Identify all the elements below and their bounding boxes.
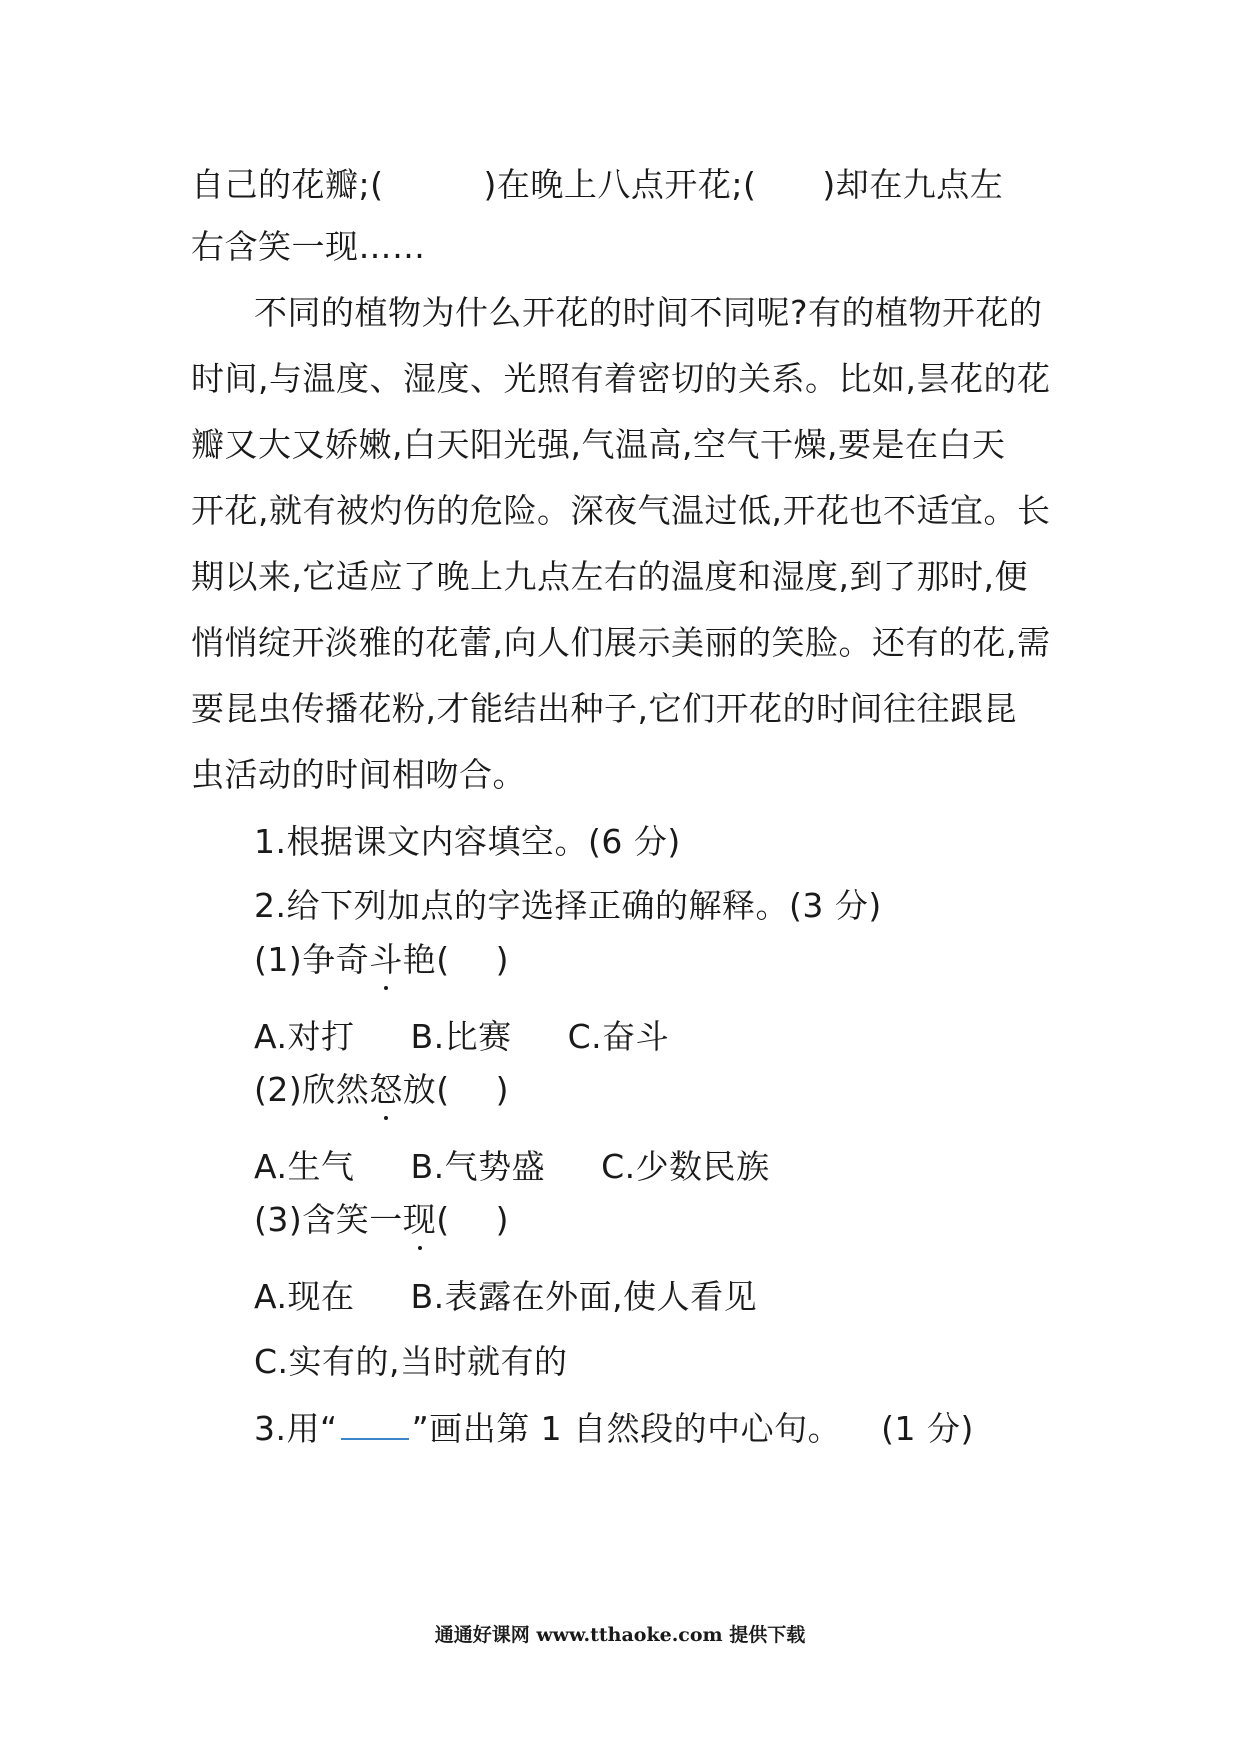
q3-score: (1 分) — [881, 1409, 974, 1448]
q2-2-dotted-char: 怒 — [369, 1070, 403, 1109]
q2-1-option-a: A.对打 — [254, 1017, 355, 1056]
passage-line-1-part-c: )却在九点左 — [822, 165, 1004, 204]
passage-line-1 — [191, 165, 1003, 205]
question-2-1-stem — [254, 940, 509, 980]
question-2-1-options — [254, 1017, 669, 1057]
q2-3-close: ) — [495, 1200, 509, 1239]
q2-1-close: ) — [495, 940, 509, 979]
passage-line-8: 悄悄绽开淡雅的花蕾,向人们展示美丽的笑脸。还有的花,需 — [191, 623, 1051, 662]
passage-line-10: 虫活动的时间相吻合。 — [191, 755, 526, 794]
q2-1-option-c: C.奋斗 — [567, 1017, 670, 1056]
underline-sample — [341, 1408, 409, 1440]
question-2-2-options — [254, 1147, 770, 1187]
q2-2-option-c: C.少数民族 — [601, 1147, 770, 1186]
passage-line-1-part-b: )在晚上八点开花;( — [483, 165, 757, 204]
q2-3-option-b: B.表露在外面,使人看见 — [410, 1277, 758, 1316]
question-3 — [254, 1408, 974, 1449]
passage-line-6: 开花,就有被灼伤的危险。深夜气温过低,开花也不适宜。长 — [191, 491, 1051, 530]
q2-1-before: (1)争奇 — [254, 940, 370, 979]
q2-2-close: ) — [495, 1070, 509, 1109]
q2-2-after: 放( — [402, 1070, 450, 1109]
q2-3-before: (3)含笑一 — [254, 1200, 403, 1239]
q2-3-after: ( — [436, 1200, 450, 1239]
q2-1-option-b: B.比赛 — [410, 1017, 512, 1056]
question-1: 1.根据课文内容填空。(6 分) — [254, 822, 681, 861]
question-2-2-stem — [254, 1070, 509, 1110]
question-2-3-option-c: C.实有的,当时就有的 — [254, 1342, 568, 1381]
q2-2-option-b: B.气势盛 — [410, 1147, 546, 1186]
question-2-3-stem — [254, 1200, 509, 1240]
passage-line-5: 瓣又大又娇嫩,白天阳光强,气温高,空气干燥,要是在白天 — [191, 425, 1006, 464]
question-2-3-options — [254, 1277, 757, 1317]
passage-line-7: 期以来,它适应了晚上九点左右的温度和湿度,到了那时,便 — [191, 557, 1028, 596]
footer-source: 通通好课网 www.tthaoke.com 提供下载 — [434, 1624, 806, 1646]
q2-3-option-a: A.现在 — [254, 1277, 355, 1316]
q2-3-dotted-char: 现 — [402, 1200, 437, 1239]
passage-line-1-part-a: 自己的花瓣;( — [191, 165, 384, 204]
q2-2-before: (2)欣然 — [254, 1070, 370, 1109]
q2-2-option-a: A.生气 — [254, 1147, 355, 1186]
passage-line-4: 时间,与温度、湿度、光照有着密切的关系。比如,昙花的花 — [191, 359, 1051, 398]
question-2: 2.给下列加点的字选择正确的解释。(3 分) — [254, 886, 882, 925]
passage-line-2: 右含笑一现…… — [191, 227, 426, 266]
passage-line-3: 不同的植物为什么开花的时间不同呢?有的植物开花的 — [254, 293, 1043, 332]
q2-1-dotted-char: 斗 — [369, 940, 403, 979]
q3-before: 3.用“ — [254, 1409, 338, 1448]
passage-line-9: 要昆虫传播花粉,才能结出种子,它们开花的时间往往跟昆 — [191, 689, 1017, 728]
q3-after: ”画出第 1 自然段的中心句。 — [411, 1409, 842, 1448]
q2-1-after: 艳( — [402, 940, 450, 979]
